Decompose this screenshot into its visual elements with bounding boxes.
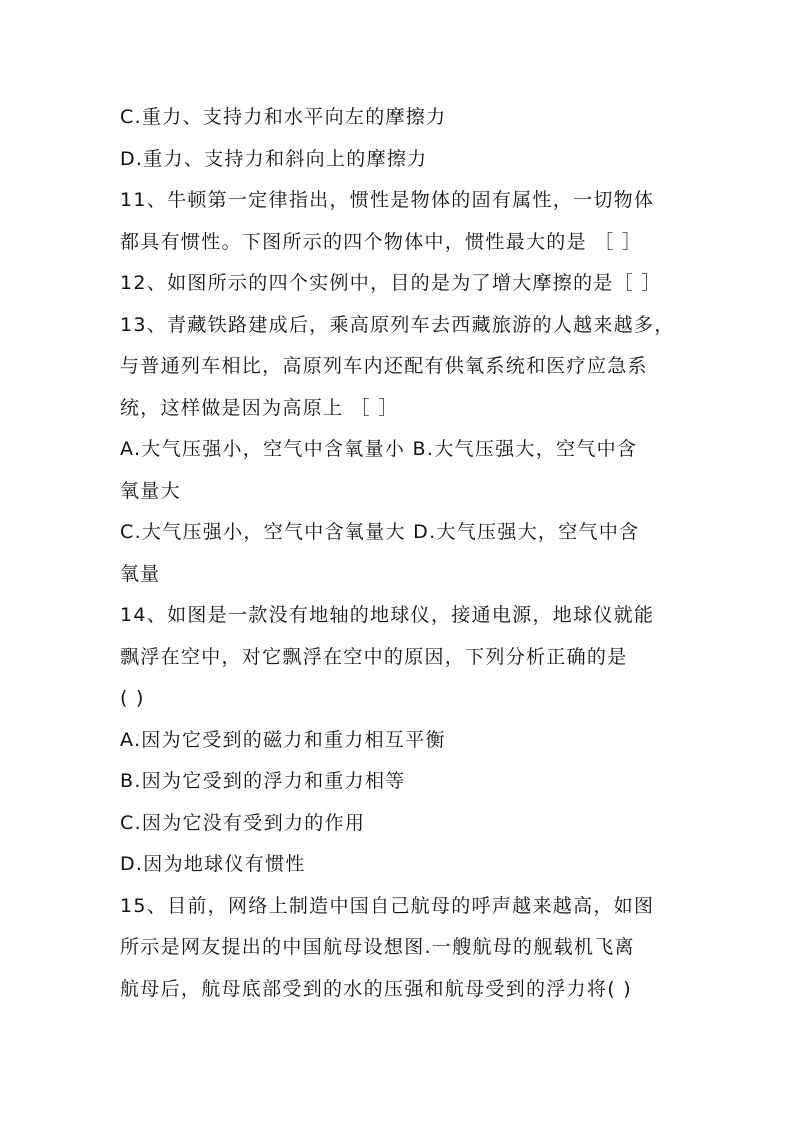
option-line: D.因为地球仪有惯性 (120, 853, 306, 875)
document-page (120, 97, 680, 1010)
option-line: 氧量大 (120, 479, 181, 502)
question-line: 13、青藏铁路建成后，乘高原列车去西藏旅游的人越来越多， (120, 313, 675, 336)
question-line: 15、目前，网络上制造中国自己航母的呼声越来越高，如图 (120, 894, 655, 917)
option-line: D.重力、支持力和斜向上的摩擦力 (120, 147, 428, 170)
question-line: 所示是网友提出的中国航母设想图.一艘航母的舰载机飞离 (120, 936, 635, 958)
question-line: 与普通列车相比，高原列车内还配有供氧系统和医疗应急系 (120, 355, 648, 377)
option-line: C.大气压强小，空气中含氧量大 D.大气压强大，空气中含 (120, 521, 640, 543)
option-line: 氧量 (120, 562, 161, 585)
option-line: C.重力、支持力和水平向左的摩擦力 (120, 106, 447, 128)
option-line: B.因为它受到的浮力和重力相等 (120, 770, 406, 792)
question-line: 14、如图是一款没有地轴的地球仪，接通电源，地球仪就能 (120, 604, 655, 626)
question-line: 12、如图所示的四个实例中，目的是为了增大摩擦的是［ ］ (120, 272, 662, 294)
question-line: ( ) (120, 687, 145, 709)
question-line: 航母后，航母底部受到的水的压强和航母受到的浮力将( ) (120, 977, 632, 1000)
option-line: A.因为它受到的磁力和重力相互平衡 (120, 728, 446, 751)
question-line: 11、牛顿第一定律指出，惯性是物体的固有属性，一切物体 (120, 189, 655, 211)
option-line: A.大气压强小，空气中含氧量小 B.大气压强大，空气中含 (120, 438, 638, 460)
question-line: 都具有惯性。下图所示的四个物体中，惯性最大的是 ［ ］ (120, 230, 643, 253)
question-line: 飘浮在空中，对它飘浮在空中的原因，下列分析正确的是 (120, 645, 628, 668)
question-line: 统，这样做是因为高原上 ［ ］ (120, 396, 399, 419)
option-line: C.因为它没有受到力的作用 (120, 811, 366, 834)
